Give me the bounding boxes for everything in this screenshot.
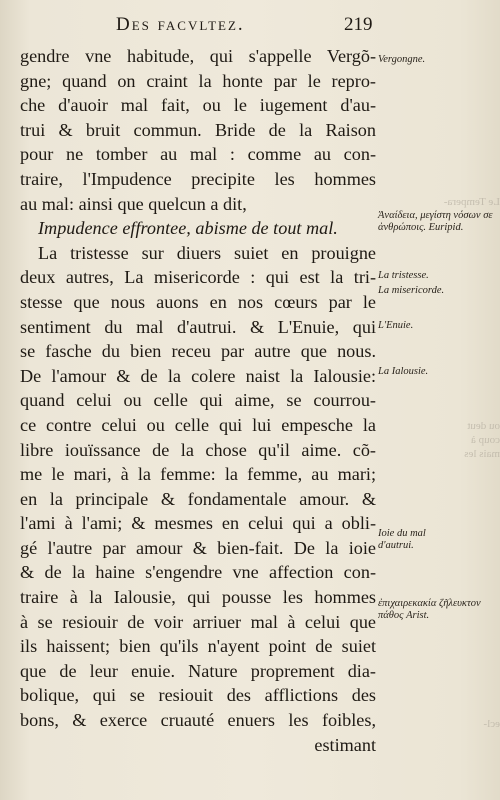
text-line: ils haissent; bien qu'ils n'ayent point de suiet — [20, 636, 376, 657]
text-line: bons, & exerce cruauté enuers les foibles, — [20, 710, 376, 731]
margin-note-misericorde: La misericorde. — [378, 285, 445, 296]
text-line: stesse que nous auons en nos cœurs par le — [20, 291, 376, 312]
page-number: 219 — [344, 14, 373, 35]
text-line: & de la haine s'engendre vne affection con- — [20, 562, 376, 583]
bleed-through-text: Le Tempera- — [443, 196, 500, 208]
text-line: bolique, qui se resiouit des afflictions des — [20, 685, 376, 706]
margin-note-ialousie: La Ialousie. — [378, 366, 429, 377]
margin-note-ioie: Ioie du mal d'autrui. — [378, 528, 426, 551]
bleed-through-text: ecl- — [483, 718, 500, 730]
text-line: De l'amour & de la colere naist la Ialousie: — [20, 365, 376, 386]
text-line: me le mari, à la femme: la femme, au mari; — [20, 464, 376, 485]
text-line: au mal: ainsi que quelcun a dit, — [20, 193, 247, 214]
running-head: Des facvltez. — [116, 14, 245, 35]
text-line: gé l'autre par amour & bien-fait. De la ioie — [20, 537, 376, 558]
bleed-through-text: coup à — [470, 434, 500, 446]
text-line: quand celui ou celle qui aime, se courrou- — [20, 390, 376, 411]
text-line: deux autres, La misericorde : qui est la tri- — [20, 267, 376, 288]
text-line: che d'auoir mal fait, ou le iugement d'au- — [20, 95, 376, 116]
text-line: La tristesse sur diuers suiet en prouigne — [38, 242, 376, 263]
text-line: à se resiouir de voir arriuer mal à celui que — [20, 611, 376, 632]
bleed-through-text: mais les — [464, 448, 500, 460]
text-line: libre iouïssance de la chose qu'il aime. cõ- — [20, 439, 376, 460]
page-header — [0, 14, 500, 40]
bleed-through-text: ou deut — [467, 420, 500, 432]
text-line: trui & bruit commun. Bride de la Raison — [20, 119, 376, 140]
text-line: gne; quand on craint la honte par le repro- — [20, 70, 376, 91]
text-line: pour ne tomber au mal : comme au con- — [20, 144, 376, 165]
text-line: se fasche du bien receu par autre que nous. — [20, 341, 376, 362]
catchword: estimant — [314, 734, 376, 755]
margin-note-greek-aristotle: ἐπιχαιρεκακία ζῆλευκτον πάθος Arist. — [378, 598, 481, 621]
margin-note-greek-quote: Ἀναίδεια, μεγίστη νόσων σε ἀνθρώποις. Euripid. — [378, 210, 493, 233]
margin-note-tristesse: La tristesse. — [378, 270, 429, 281]
body-text — [20, 44, 376, 757]
text-line: que de leur enuie. Nature proprement dia- — [20, 660, 376, 681]
text-line: en la principale & fondamentale amour. & — [20, 488, 376, 509]
text-line: sentiment du mal d'autrui. & L'Enuie, qui — [20, 316, 376, 337]
quotation-line: Impudence effrontee, abisme de tout mal. — [38, 218, 338, 239]
text-line: traire, l'Impudence precipite les hommes — [20, 168, 376, 189]
text-line: ce contre celui ou celle qui lui empesche la — [20, 414, 376, 435]
margin-note-vergongne: Vergongne. — [378, 54, 426, 65]
text-line: l'ami à l'ami; & mesmes en celui qui a obli- — [20, 513, 376, 534]
text-line: traire à la Ialousie, qui pousse les hommes — [20, 587, 376, 608]
margin-note-enuie: L'Enuie. — [378, 320, 414, 331]
text-line: gendre vne habitude, qui s'appelle Vergõ- — [20, 46, 376, 66]
